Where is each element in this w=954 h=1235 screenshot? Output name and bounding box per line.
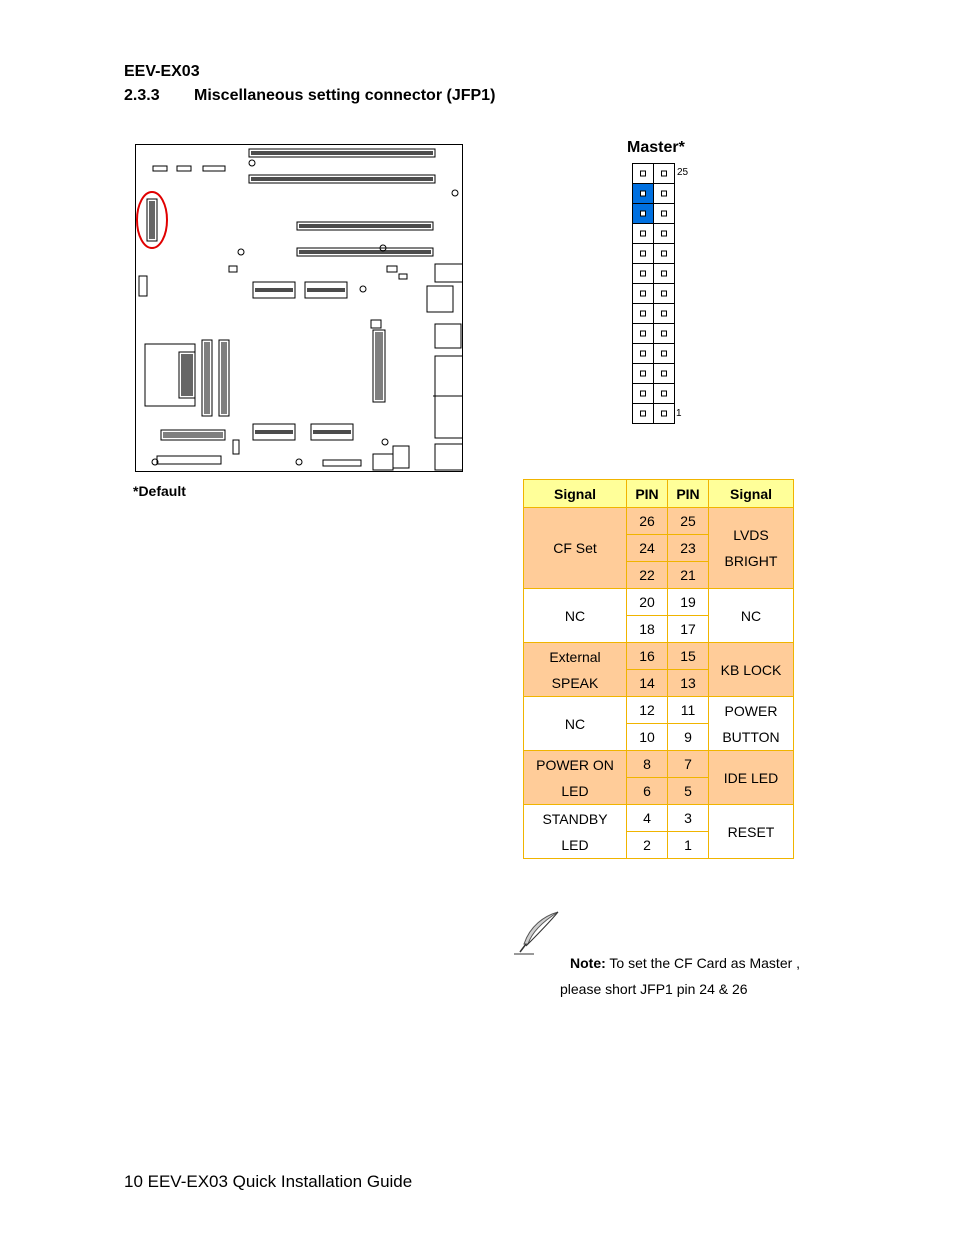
pin-square	[662, 311, 667, 316]
signal-left-cell	[524, 805, 627, 859]
pin-square	[662, 411, 667, 416]
pin-square	[641, 371, 646, 376]
pin-even-cell: 16	[627, 643, 668, 670]
pin-square	[641, 191, 646, 196]
signal-table	[523, 479, 794, 859]
signal-left-cell	[524, 589, 627, 643]
pin-square	[641, 271, 646, 276]
note-text	[560, 950, 840, 1002]
pin-square	[641, 331, 646, 336]
pin-even-cell: 8	[627, 751, 668, 778]
signal-left-cell	[524, 508, 627, 589]
signal-right-cell	[709, 589, 794, 643]
header-pin-right: PIN	[668, 480, 709, 508]
pin-odd-cell: 19	[668, 589, 709, 616]
pin-even-cell: 6	[627, 778, 668, 805]
signal-left-text: NC	[564, 715, 586, 732]
pin-square	[662, 211, 667, 216]
signal-right-text: BUTTON	[722, 728, 780, 745]
table-header-row	[524, 480, 794, 508]
signal-left-cell	[524, 751, 627, 805]
signal-right-cell	[709, 751, 794, 805]
pin-even-cell: 12	[627, 697, 668, 724]
pin-square	[641, 251, 646, 256]
pin-odd-cell: 23	[668, 535, 709, 562]
pin-square	[641, 171, 646, 176]
pin-label-bottom: 1	[676, 408, 682, 419]
motherboard-diagram	[135, 144, 463, 472]
pin-odd-cell: 1	[668, 832, 709, 859]
section-number: 2.3.3	[124, 87, 160, 104]
pin-even-cell: 26	[627, 508, 668, 535]
pin-square	[641, 211, 646, 216]
pin-square	[641, 411, 646, 416]
signal-right-text: RESET	[727, 823, 775, 840]
signal-right-cell	[709, 805, 794, 859]
table-row	[524, 805, 794, 832]
signal-right-cell	[709, 508, 794, 589]
pin-square	[662, 391, 667, 396]
pin-even-cell: 20	[627, 589, 668, 616]
signal-right-cell	[709, 643, 794, 697]
pin-label-top: 25	[677, 167, 689, 178]
pin-odd-cell: 15	[668, 643, 709, 670]
header-signal-right: Signal	[709, 480, 794, 508]
pin-square	[662, 231, 667, 236]
pin-square	[662, 171, 667, 176]
pin-square	[641, 391, 646, 396]
pin-even-cell: 24	[627, 535, 668, 562]
pin-odd-cell: 9	[668, 724, 709, 751]
table-row	[524, 643, 794, 670]
pin-square	[662, 351, 667, 356]
pin-square	[662, 291, 667, 296]
pin-square	[662, 191, 667, 196]
pin-even-cell: 14	[627, 670, 668, 697]
header-pin-left: PIN	[627, 480, 668, 508]
signal-right-text: LVDS	[733, 527, 769, 543]
pin-odd-cell: 21	[668, 562, 709, 589]
page-footer: 10 EEV-EX03 Quick Installation Guide	[124, 1172, 413, 1191]
table-row	[524, 589, 794, 616]
jfp1-pin-header	[632, 163, 675, 424]
pin-odd-cell: 7	[668, 751, 709, 778]
note-label: Note:	[570, 955, 606, 971]
signal-left-text: LED	[561, 836, 589, 853]
default-note: *Default	[133, 483, 186, 499]
signal-right-text: POWER	[724, 702, 778, 719]
table-row	[524, 697, 794, 724]
pin-square	[662, 251, 667, 256]
pin-odd-cell: 3	[668, 805, 709, 832]
note-line-1: To set the CF Card as Master ,	[609, 955, 801, 971]
note-line-2: please short JFP1 pin 24 & 26	[560, 981, 748, 997]
header-signal-left: Signal	[524, 480, 627, 508]
pin-square	[662, 271, 667, 276]
pin-even-cell: 10	[627, 724, 668, 751]
pin-odd-cell: 13	[668, 670, 709, 697]
pin-square	[641, 291, 646, 296]
section-heading	[124, 87, 495, 105]
signal-left-cell	[524, 643, 627, 697]
signal-left-cell	[524, 697, 627, 751]
signal-left-text: LED	[561, 782, 589, 799]
pin-square	[662, 331, 667, 336]
signal-left-text: External	[549, 648, 601, 665]
master-label: Master*	[627, 139, 685, 156]
pin-even-cell: 18	[627, 616, 668, 643]
signal-right-text: KB LOCK	[720, 661, 782, 678]
table-row	[524, 508, 794, 535]
feather-pen-icon	[514, 910, 562, 956]
signal-right-cell	[709, 697, 794, 751]
signal-right-text: NC	[740, 607, 762, 624]
pin-square	[641, 311, 646, 316]
pin-grid	[633, 164, 675, 424]
table-row	[524, 751, 794, 778]
pin-odd-cell: 11	[668, 697, 709, 724]
signal-right-text: BRIGHT	[724, 553, 778, 569]
pin-square	[662, 371, 667, 376]
signal-left-text: SPEAK	[551, 674, 599, 691]
signal-left-text: NC	[564, 607, 586, 624]
pin-square	[641, 231, 646, 236]
signal-left-text: POWER ON	[536, 756, 614, 773]
pin-square	[641, 351, 646, 356]
signal-left-text: STANDBY	[542, 810, 608, 827]
pin-even-cell: 2	[627, 832, 668, 859]
model-title: EEV-EX03	[124, 63, 200, 80]
section-title: Miscellaneous setting connector (JFP1)	[194, 87, 496, 104]
pin-even-cell: 22	[627, 562, 668, 589]
pin-odd-cell: 17	[668, 616, 709, 643]
signal-left-text: CF Set	[553, 540, 597, 556]
signal-right-text: IDE LED	[723, 769, 779, 786]
pin-odd-cell: 25	[668, 508, 709, 535]
pin-odd-cell: 5	[668, 778, 709, 805]
pin-even-cell: 4	[627, 805, 668, 832]
